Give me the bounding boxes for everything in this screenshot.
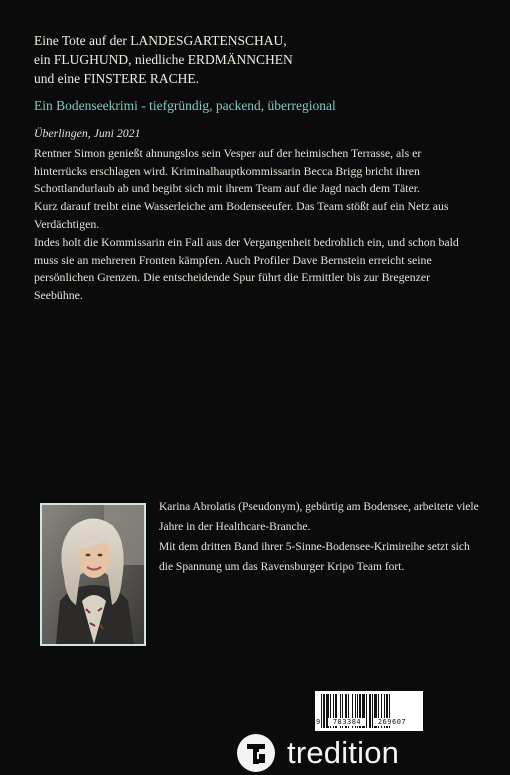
bio-paragraph: Mit dem dritten Band ihrer 5-Sinne-Bodensee-Krimireihe setzt sich die Spannung um das Ravensburger Kripo Team fort.	[159, 541, 470, 573]
publisher-name: tredition	[287, 735, 400, 770]
author-portrait-image	[42, 505, 144, 644]
author-photo	[40, 503, 146, 646]
barcode-lead-digit: 9	[316, 718, 321, 726]
isbn-barcode	[315, 691, 423, 731]
author-bio	[159, 497, 479, 577]
teaser-block	[34, 31, 334, 88]
tredition-t-logo-icon	[237, 734, 275, 772]
bio-paragraph: Karina Abrolatis (Pseudonym), gebürtig am Bodensee, arbeitete viele Jahre in der Healthcare-Branche.	[159, 501, 479, 533]
blurb	[34, 125, 474, 305]
publisher-brand	[237, 733, 399, 773]
blurb-paragraph: Indes holt die Kommissarin ein Fall aus der Vergangenheit bedrohlich ein, und schon bald muss sie an mehreren Fronten kämpfen. Auch Profiler Dave Bernstein erreicht seine persönlichen Grenzen. Die entscheidende Spur führt die Ermittler bis zur Bregenzer Seebühne.	[34, 234, 459, 303]
blurb-paragraph: Rentner Simon genießt ahnungslos sein Vesper auf der heimischen Terrasse, als er hinterrücks erschlagen wird. Kriminalhauptkommissarin Becca Brigg bricht ihren Schottlandurlaub ab und begibt sich mit ihrem Team auf die Jagd nach dem Täter.	[34, 145, 422, 196]
teaser-line: und eine FINSTERE RACHE.	[34, 71, 199, 86]
teaser-line: Eine Tote auf der LANDESGARTENSCHAU,	[34, 33, 287, 48]
teaser-line: ein FLUGHUND, niedliche ERDMÄNNCHEN	[34, 52, 293, 67]
barcode-digits-right: 269607	[373, 718, 411, 726]
blurb-paragraph: Kurz darauf treibt eine Wasserleiche am Bodenseeufer. Das Team stößt auf ein Netz aus Verdächtigen.	[34, 199, 449, 231]
barcode-digits-left: 783384	[328, 718, 366, 726]
tagline: Ein Bodenseekrimi - tiefgründig, packend, überregional	[34, 98, 336, 113]
dateline: Überlingen, Juni 2021	[34, 126, 141, 140]
